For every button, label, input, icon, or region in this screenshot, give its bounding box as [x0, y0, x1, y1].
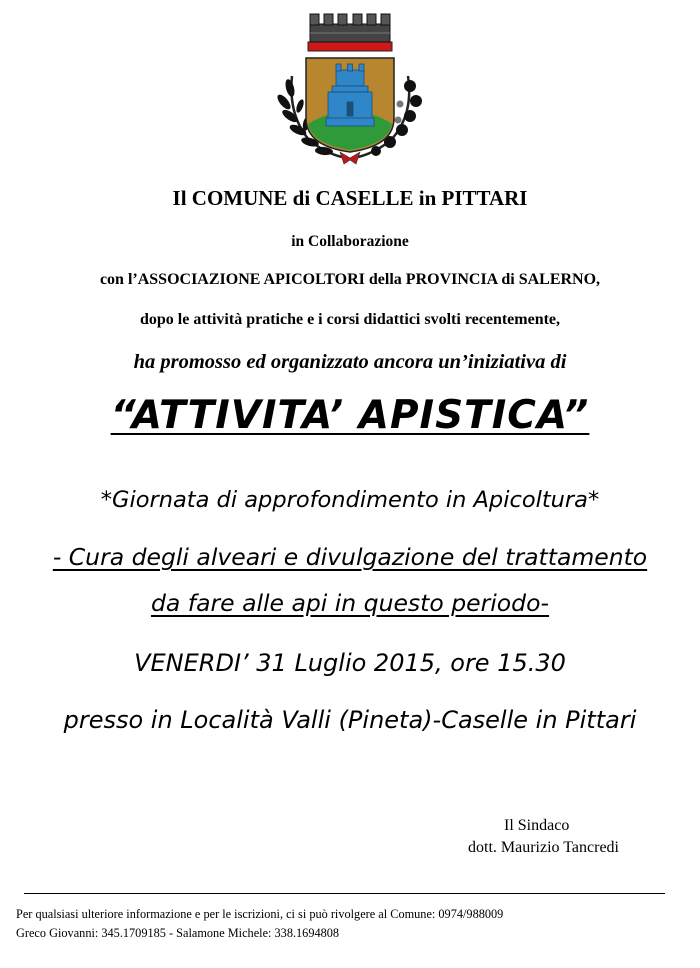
event-date: VENERDI’ 31 Luglio 2015, ore 15.30: [134, 649, 566, 677]
event-subtitle: *Giornata di approfondimento in Apicoltura*: [100, 487, 600, 513]
crown-icon: [308, 14, 392, 51]
signature-name: dott. Maurizio Tancredi: [468, 839, 619, 856]
event-headline-text: “ATTIVITA’ APISTICA”: [110, 393, 590, 438]
association-text: con l’ASSOCIAZIONE APICOLTORI della PROVINCIA di SALERNO,: [99, 271, 601, 288]
event-headline: [0, 393, 700, 438]
event-topic-line-2-text: da fare alle api in questo periodo-: [151, 589, 549, 617]
context-text: dopo le attività pratiche e i corsi didattici svolti recentemente,: [139, 311, 561, 328]
collaboration-text: in Collaborazione: [291, 233, 409, 250]
event-topic-line-2: [0, 589, 700, 617]
footer-contacts: [16, 905, 503, 943]
event-topic-line-1: [0, 543, 700, 571]
coat-of-arms-image: [270, 6, 430, 168]
event-location: presso in Località Valli (Pineta)-Caselle in Pittari: [63, 706, 637, 734]
municipality-title: Il COMUNE di CASELLE in PITTARI: [172, 186, 528, 210]
event-topic-line-1-text: - Cura degli alveari e divulgazione del trattamento: [52, 543, 648, 571]
signature-block: [468, 815, 619, 859]
ribbon: [340, 152, 360, 164]
footer-line-2: Greco Giovanni: 345.1709185 - Salamone Michele: 338.1694808: [16, 926, 340, 940]
footer-divider: [24, 893, 665, 894]
signature-role: Il Sindaco: [504, 817, 570, 834]
footer-line-1: Per qualsiasi ulteriore informazione e per le iscrizioni, ci si può rivolgere al Comune: 0974/988009: [16, 907, 504, 921]
promotion-text: ha promosso ed organizzato ancora un’iniziativa di: [133, 351, 567, 373]
